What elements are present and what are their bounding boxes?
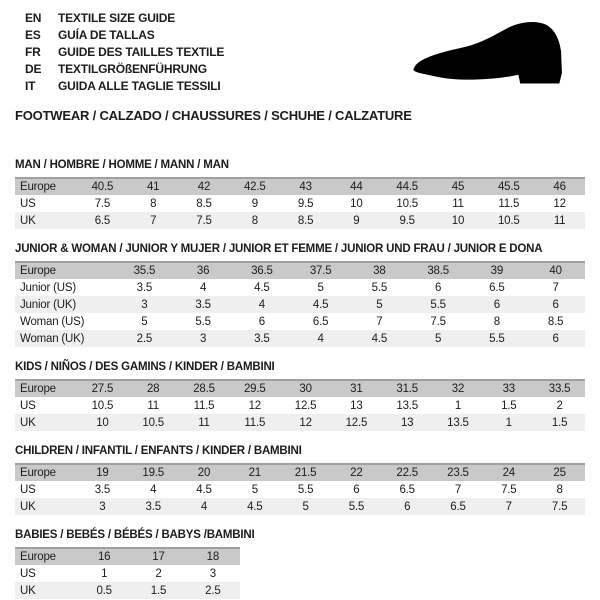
size-cell: 3.5 xyxy=(94,483,111,496)
size-cell: 19.5 xyxy=(142,467,164,479)
size-cell: 5.5 xyxy=(297,483,314,496)
size-cell: 43 xyxy=(299,181,312,193)
row-label: US xyxy=(20,483,36,496)
size-cell: 7.5 xyxy=(94,197,111,210)
size-cell: 8 xyxy=(150,197,157,210)
size-table-section xyxy=(15,529,585,599)
size-cell: 6 xyxy=(552,332,559,345)
size-table xyxy=(15,379,585,431)
size-cell: 2.5 xyxy=(205,584,221,597)
table-row xyxy=(15,262,585,279)
size-tables-container xyxy=(15,159,585,599)
table-row xyxy=(15,178,585,195)
size-cell: 42 xyxy=(197,181,211,193)
size-cell: 10.5 xyxy=(142,416,164,429)
size-cell: 33.5 xyxy=(548,383,571,395)
size-cell: 5 xyxy=(317,281,324,294)
size-cell: 4.5 xyxy=(371,332,388,345)
size-cell: 7 xyxy=(454,483,462,496)
language-label: TEXTILGRÖßENFÜHRUNG xyxy=(58,62,207,76)
size-cell: 0.5 xyxy=(96,584,112,597)
size-cell: 7.5 xyxy=(430,315,446,328)
size-cell: 12.5 xyxy=(345,416,368,429)
table-row xyxy=(15,414,585,431)
section-title: KIDS / NIÑOS / DES GAMINS / KINDER / BAMBINI xyxy=(15,361,275,373)
size-cell: 9.5 xyxy=(399,214,415,227)
row-label: Woman (UK) xyxy=(20,332,85,345)
size-cell: 9.5 xyxy=(297,197,314,210)
size-cell: 11.5 xyxy=(498,197,520,210)
shoe-icon xyxy=(388,12,588,108)
size-cell: 29.5 xyxy=(243,383,266,395)
size-cell: 13 xyxy=(350,399,363,412)
size-cell: 10 xyxy=(96,416,109,429)
size-cell: 45.5 xyxy=(497,181,520,193)
size-cell: 7.5 xyxy=(551,500,568,513)
size-cell: 3 xyxy=(99,500,106,513)
size-cell: 46 xyxy=(553,181,566,193)
size-cell: 10 xyxy=(451,214,465,227)
size-cell: 6.5 xyxy=(312,315,329,328)
size-cell: 40 xyxy=(549,265,562,277)
size-cell: 44.5 xyxy=(396,181,418,193)
language-code: DE xyxy=(25,62,42,76)
size-cell: 1.5 xyxy=(150,584,167,597)
size-cell: 4.5 xyxy=(196,483,212,496)
size-cell: 10.5 xyxy=(497,214,520,227)
table-row xyxy=(15,397,585,414)
size-cell: 6.5 xyxy=(450,500,466,513)
language-code: FR xyxy=(25,45,41,59)
table-row xyxy=(15,582,240,599)
size-cell: 13.5 xyxy=(396,399,418,412)
row-label: UK xyxy=(20,214,36,227)
size-cell: 5.5 xyxy=(489,332,505,345)
size-table-section xyxy=(15,159,585,229)
language-label: GUIDA ALLE TAGLIE TESSILI xyxy=(58,79,221,93)
size-cell: 19 xyxy=(96,467,109,479)
size-cell: 4.5 xyxy=(254,281,270,294)
size-cell: 1.5 xyxy=(551,416,568,429)
size-cell: 2 xyxy=(556,399,563,412)
size-cell: 7 xyxy=(505,500,512,513)
size-cell: 5 xyxy=(376,298,383,311)
category-title: FOOTWEAR / CALZADO / CHAUSSURES / SCHUHE / CALZATURE xyxy=(15,108,412,123)
size-cell: 6 xyxy=(258,315,265,328)
size-cell: 1 xyxy=(505,416,512,429)
size-cell: 11 xyxy=(147,399,159,412)
size-cell: 3 xyxy=(209,567,216,580)
size-cell: 39 xyxy=(490,265,504,277)
language-code: EN xyxy=(25,11,42,25)
row-label: US xyxy=(20,197,36,210)
size-cell: 4 xyxy=(258,298,265,311)
size-cell: 31.5 xyxy=(396,383,418,395)
section-title: JUNIOR & WOMAN / JUNIOR Y MUJER / JUNIOR ET FEMME / JUNIOR UND FRAU / JUNIOR E DONA xyxy=(15,243,543,255)
row-label: Europe xyxy=(20,265,56,277)
size-cell: 4 xyxy=(317,332,324,345)
table-row xyxy=(15,195,585,212)
size-cell: 3 xyxy=(141,298,148,311)
table-row xyxy=(15,464,585,481)
table-row xyxy=(15,212,585,229)
size-cell: 8.5 xyxy=(196,197,212,210)
row-label: UK xyxy=(20,500,36,513)
size-cell: 3.5 xyxy=(136,281,153,294)
row-label: UK xyxy=(20,416,36,429)
size-cell: 10 xyxy=(350,197,363,210)
size-cell: 7.5 xyxy=(501,483,517,496)
size-cell: 35.5 xyxy=(133,265,156,277)
size-cell: 33 xyxy=(502,383,515,395)
size-cell: 45 xyxy=(451,181,465,193)
row-label: Europe xyxy=(20,551,56,563)
size-cell: 4 xyxy=(200,500,208,513)
size-cell: 6 xyxy=(493,298,500,311)
size-cell: 5 xyxy=(302,500,309,513)
size-cell: 7 xyxy=(552,281,559,294)
size-cell: 8 xyxy=(556,483,563,496)
size-cell: 6 xyxy=(435,281,442,294)
size-cell: 3.5 xyxy=(254,332,270,345)
size-cell: 11 xyxy=(198,416,210,429)
language-label: GUIDE DES TAILLES TEXTILE xyxy=(58,45,225,59)
size-cell: 37.5 xyxy=(309,265,332,277)
size-cell: 13 xyxy=(400,416,414,429)
size-cell: 1 xyxy=(101,567,108,580)
size-table xyxy=(15,463,585,515)
size-cell: 6.5 xyxy=(94,214,111,227)
size-cell: 9 xyxy=(353,214,360,227)
size-cell: 28 xyxy=(146,383,160,395)
table-row xyxy=(15,548,240,565)
table-row xyxy=(15,296,585,313)
size-cell: 11.5 xyxy=(244,416,266,429)
size-cell: 38.5 xyxy=(427,265,449,277)
size-cell: 41 xyxy=(146,181,160,193)
size-cell: 5.5 xyxy=(195,315,211,328)
table-row xyxy=(15,380,585,397)
row-label: Junior (US) xyxy=(20,281,76,294)
size-table-section xyxy=(15,361,585,431)
size-cell: 10.5 xyxy=(396,197,418,210)
size-cell: 2.5 xyxy=(136,332,153,345)
size-cell: 7.5 xyxy=(196,214,212,227)
size-cell: 30 xyxy=(299,383,312,395)
table-row xyxy=(15,498,585,515)
size-cell: 12.5 xyxy=(294,399,317,412)
size-cell: 24 xyxy=(502,467,515,479)
size-cell: 6.5 xyxy=(399,483,415,496)
size-cell: 5.5 xyxy=(430,298,446,311)
language-label: GUÍA DE TALLAS xyxy=(58,28,155,42)
size-table-section xyxy=(15,243,585,347)
size-cell: 22 xyxy=(350,467,363,479)
size-cell: 5.5 xyxy=(348,500,365,513)
size-cell: 17 xyxy=(152,551,165,563)
size-cell: 23.5 xyxy=(447,467,469,479)
table-row xyxy=(15,330,585,347)
size-cell: 8.5 xyxy=(297,214,314,227)
row-label: Europe xyxy=(20,383,56,395)
size-cell: 31 xyxy=(350,383,363,395)
size-cell: 36.5 xyxy=(251,265,273,277)
size-table xyxy=(15,261,585,347)
row-label: Europe xyxy=(20,467,56,479)
row-label: US xyxy=(20,567,36,580)
row-label: US xyxy=(20,399,36,412)
size-cell: 11.5 xyxy=(193,399,215,412)
size-cell: 36 xyxy=(196,265,210,277)
size-cell: 2 xyxy=(155,567,162,580)
row-label: Europe xyxy=(20,181,56,193)
size-cell: 6 xyxy=(353,483,360,496)
size-cell: 44 xyxy=(350,181,363,193)
row-label: Junior (UK) xyxy=(20,298,76,311)
size-cell: 4 xyxy=(150,483,157,496)
table-row xyxy=(15,565,240,582)
size-cell: 1 xyxy=(454,399,462,412)
size-cell: 3.5 xyxy=(195,298,211,311)
size-cell: 27.5 xyxy=(91,383,114,395)
size-cell: 4.5 xyxy=(312,298,329,311)
size-cell: 9 xyxy=(251,197,258,210)
size-cell: 32 xyxy=(451,383,465,395)
language-code: IT xyxy=(25,79,36,93)
size-cell: 3 xyxy=(200,332,207,345)
table-row xyxy=(15,313,585,330)
size-cell: 40.5 xyxy=(91,181,114,193)
table-row xyxy=(15,279,585,296)
size-cell: 5.5 xyxy=(371,281,388,294)
size-cell: 21.5 xyxy=(294,467,317,479)
section-title: CHILDREN / INFANTIL / ENFANTS / KINDER / BAMBINI xyxy=(15,445,302,457)
size-cell: 7 xyxy=(376,315,383,328)
size-cell: 6 xyxy=(404,500,411,513)
size-cell: 5 xyxy=(435,332,442,345)
language-label: TEXTILE SIZE GUIDE xyxy=(58,11,176,25)
size-cell: 25 xyxy=(553,467,566,479)
size-cell: 38 xyxy=(373,265,386,277)
row-label: UK xyxy=(20,584,36,597)
size-cell: 1.5 xyxy=(501,399,517,412)
size-cell: 4.5 xyxy=(247,500,263,513)
size-cell: 8 xyxy=(251,214,258,227)
size-cell: 4 xyxy=(200,281,207,294)
size-table xyxy=(15,547,240,599)
size-cell: 10.5 xyxy=(91,399,114,412)
section-title: BABIES / BEBÉS / BÉBÉS / BABYS /BAMBINI xyxy=(15,529,255,541)
size-cell: 5 xyxy=(251,483,258,496)
size-cell: 18 xyxy=(206,551,220,563)
size-cell: 8 xyxy=(493,315,500,328)
size-cell: 8.5 xyxy=(547,315,564,328)
size-table xyxy=(15,177,585,229)
size-cell: 16 xyxy=(97,551,111,563)
size-cell: 28.5 xyxy=(193,383,215,395)
size-cell: 12 xyxy=(553,197,566,210)
size-cell: 13.5 xyxy=(447,416,469,429)
size-cell: 7 xyxy=(150,214,157,227)
row-label: Woman (US) xyxy=(20,315,85,328)
size-cell: 6.5 xyxy=(489,281,505,294)
size-cell: 11 xyxy=(452,197,464,210)
size-cell: 12 xyxy=(248,399,261,412)
size-cell: 22.5 xyxy=(396,467,418,479)
language-code: ES xyxy=(25,28,41,42)
size-cell: 21 xyxy=(248,467,261,479)
size-cell: 5 xyxy=(141,315,148,328)
section-title: MAN / HOMBRE / HOMME / MANN / MAN xyxy=(15,159,229,171)
size-cell: 42.5 xyxy=(243,181,266,193)
table-row xyxy=(15,481,585,498)
size-table-section xyxy=(15,445,585,515)
size-cell: 6 xyxy=(552,298,559,311)
size-cell: 12 xyxy=(299,416,312,429)
size-cell: 3.5 xyxy=(145,500,161,513)
size-cell: 11 xyxy=(553,214,566,227)
size-cell: 20 xyxy=(197,467,211,479)
